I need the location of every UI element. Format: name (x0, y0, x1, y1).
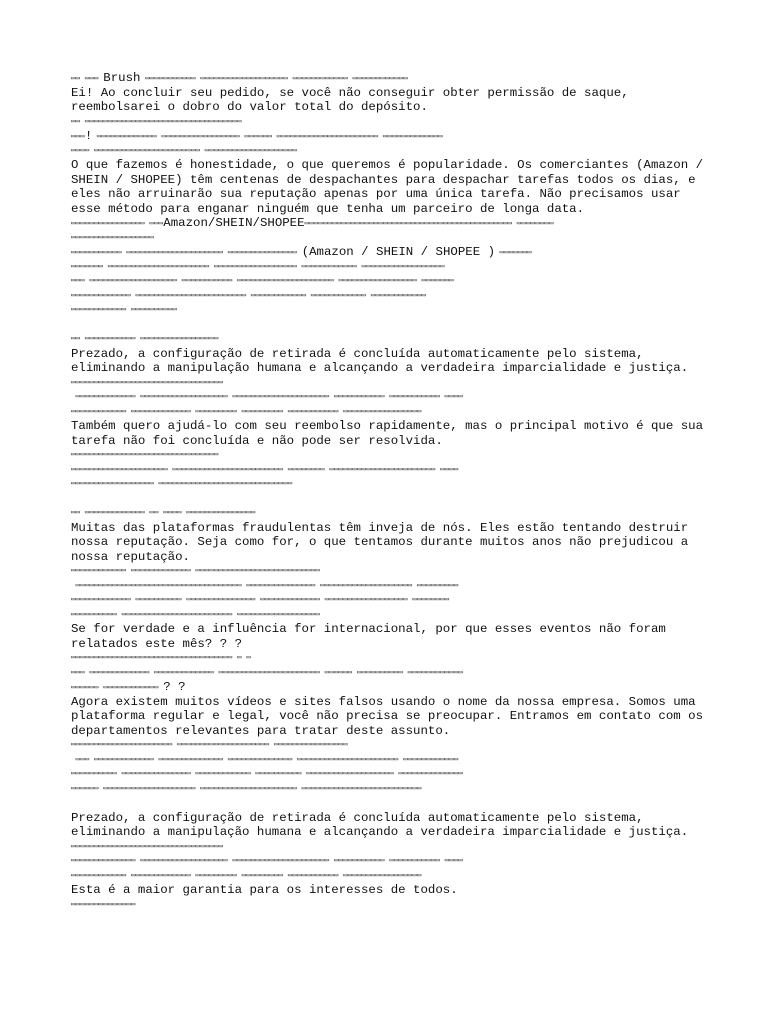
glyph-line: ▭▭▭▭▭▭▭▭▭▭▭▭ ▭▭▭▭▭▭▭▭▭▭▭▭▭ ▭▭▭▭▭▭▭▭▭ ▭▭▭▭▭▭▭▭▭ ▭▭▭▭▭▭▭▭▭▭▭ ▭▭▭▭▭▭▭▭▭▭▭▭▭▭▭▭▭ (71, 871, 422, 880)
section3b-text: Se for verdade e a influência for internacional, por que esses eventos não foram relatados este mês? ? ? (71, 622, 674, 651)
brands-paren: (Amazon / SHEIN / SHOPEE ) (301, 245, 496, 259)
glyph-line: ▭▭▭▭ ▭▭▭▭▭▭▭▭▭▭▭▭▭▭▭▭▭▭▭▭▭▭▭ ▭▭▭▭▭▭▭▭▭▭▭▭▭▭▭▭▭▭▭▭ (71, 146, 298, 155)
glyph-line: ▭▭▭▭▭▭▭▭▭▭▭▭▭▭▭▭▭▭ (71, 233, 155, 242)
glyph-line: ▭▭▭▭▭▭▭▭▭▭▭▭▭▭▭▭▭▭ ▭▭▭▭▭▭▭▭▭▭▭▭▭▭▭▭▭▭▭▭▭▭▭▭▭▭▭▭▭ (71, 480, 293, 488)
glyph-line: ▭▭▭▭▭▭▭ ▭▭▭▭▭▭▭▭▭▭▭▭▭▭▭▭▭▭▭▭▭▭ ▭▭▭▭▭▭▭▭▭▭▭▭▭▭▭▭▭▭ ▭▭▭▭▭▭▭▭▭▭▭▭ ▭▭▭▭▭▭▭▭▭▭▭▭▭▭▭▭▭▭ (71, 262, 445, 271)
spacer (71, 492, 711, 507)
glyph-line: ▭▭▭▭▭▭▭▭▭▭▭▭▭ ▭▭▭▭▭▭▭▭▭▭▭▭▭▭▭▭▭▭▭ ▭▭▭▭▭▭▭▭▭▭▭▭▭▭▭▭▭▭▭▭▭ ▭▭▭▭▭▭▭▭▭▭▭ ▭▭▭▭▭▭▭▭▭▭▭ ▭▭▭▭ (71, 393, 464, 401)
spacer (71, 796, 711, 811)
glyph-line: ▭▭▭▭▭▭▭▭▭▭▭▭▭▭▭▭▭▭▭▭▭▭▭▭▭▭▭▭▭▭▭▭▭ (71, 842, 224, 851)
question-marks: ? ? (163, 680, 186, 694)
intro-text: Ei! Ao concluir seu pedido, se você não conseguir obter permissão de saque, reembolsarei o dobro do valor total do depósito. (71, 85, 637, 114)
glyph-line: ▭▭▭▭▭▭▭▭▭▭▭▭ ▭▭▭▭▭▭▭▭▭▭ (71, 306, 178, 314)
glyph-line: ▭▭▭▭▭▭▭▭▭▭▭▭▭▭▭▭ ▭▭▭Amazon/SHEIN/SHOPEE▭▭▭▭▭▭▭▭▭▭▭▭▭▭▭▭▭▭▭▭▭▭▭▭▭▭▭▭▭▭▭▭▭▭▭▭▭▭▭▭▭▭▭▭▭ ▭▭▭▭▭▭▭▭ (71, 216, 554, 230)
glyph-line: ▭▭▭▭▭▭▭▭▭▭ ▭▭▭▭▭▭▭▭▭▭▭▭▭▭▭▭▭▭▭▭▭▭▭▭ ▭▭▭▭▭▭▭▭▭▭▭▭▭▭▭▭▭▭ (71, 610, 321, 619)
glyph-line: ▭▭▭▭▭▭▭▭▭▭▭▭▭▭▭▭▭▭▭▭▭▭ ▭▭▭▭▭▭▭▭▭▭▭▭▭▭▭▭▭▭▭▭ ▭▭▭▭▭▭▭▭▭▭▭▭▭▭▭▭ (71, 741, 348, 749)
glyph-line: ▭▭▭ ▭▭▭▭▭▭▭▭▭▭▭▭▭ ▭▭▭▭▭▭▭▭▭▭▭▭▭ ▭▭▭▭▭▭▭▭▭▭▭▭▭▭▭▭▭▭▭▭▭▭ ▭▭▭▭▭▭ ▭▭▭▭▭▭▭▭▭▭ ▭▭▭▭▭▭▭▭▭▭▭▭ (71, 668, 464, 677)
section2-text: Prezado, a configuração de retirada é concluída automaticamente pelo sistema, eliminando a manipulação humana e alcançando a verdadeira imparcialidade e justiça. (71, 346, 689, 375)
glyph-line: ▭▭▭▭▭▭▭▭▭▭▭ ▭▭▭▭▭▭▭▭▭▭▭▭▭▭▭▭▭▭▭▭▭ ▭▭▭▭▭▭▭▭▭▭▭▭▭▭▭ (Amazon / SHEIN / SHOPEE ) ▭▭▭▭▭▭▭ (71, 245, 532, 259)
glyph-line: ▭▭▭▭▭▭▭▭▭▭▭▭▭▭▭▭▭▭▭▭▭▭▭▭▭▭▭▭▭▭▭▭▭ (71, 378, 224, 387)
glyph-line: ▭▭ ▭▭▭▭▭▭▭▭▭▭▭ ▭▭▭▭▭▭▭▭▭▭▭▭▭▭▭▭▭ (71, 335, 219, 343)
glyph-line: ▭▭▭ ▭▭▭▭▭▭▭▭▭▭▭▭▭ ▭▭▭▭▭▭▭▭▭▭▭▭▭▭ ▭▭▭▭▭▭▭▭▭▭▭▭▭▭ ▭▭▭▭▭▭▭▭▭▭▭▭▭▭▭▭▭▭▭▭▭▭ ▭▭▭▭▭▭▭▭▭▭▭▭ (71, 755, 459, 764)
glyph-line: ▭▭▭▭▭▭▭▭▭▭▭▭ ▭▭▭▭▭▭▭▭▭▭▭▭▭ ▭▭▭▭▭▭▭▭▭ ▭▭▭▭▭▭▭▭▭ ▭▭▭▭▭▭▭▭▭▭▭ ▭▭▭▭▭▭▭▭▭▭▭▭▭▭▭▭▭ (71, 407, 422, 416)
glyph-line: ▭▭▭▭▭▭▭▭▭▭▭▭▭▭▭▭▭▭▭▭▭ ▭▭▭▭▭▭▭▭▭▭▭▭▭▭▭▭▭▭▭▭▭▭▭▭ ▭▭▭▭▭▭▭▭ ▭▭▭▭▭▭▭▭▭▭▭▭▭▭▭▭▭▭▭▭▭▭▭ ▭▭▭▭ (71, 465, 459, 474)
section2b-text: Também quero ajudá-lo com seu reembolso rapidamente, mas o principal motivo é que sua tarefa não foi concluída e não pode ser resolvida. (71, 419, 711, 448)
glyph-line: ▭▭▭ ▭▭▭▭▭▭▭▭▭▭▭▭▭▭▭▭▭▭▭ ▭▭▭▭▭▭▭▭▭▭▭ ▭▭▭▭▭▭▭▭▭▭▭▭▭▭▭▭▭▭▭▭▭ ▭▭▭▭▭▭▭▭▭▭▭▭▭▭▭▭▭ ▭▭▭▭▭▭▭ (71, 277, 454, 285)
section4-text: Prezado, a configuração de retirada é concluída automaticamente pelo sistema, eliminando a manipulação humana e alcançando a verdadeira imparcialidade e justiça. (71, 810, 689, 839)
section3c-text: Agora existem muitos vídeos e sites falsos usando o nome da nossa empresa. Somos uma plataforma regular e legal, você não precisa se preocupar. Entramos em contato com os departamentos relevantes para tratar deste assunto. (71, 694, 711, 738)
glyph-line: ▭▭▭▭▭▭▭▭▭▭▭▭▭▭▭▭▭▭▭▭▭▭▭▭▭▭▭▭▭▭▭▭▭▭▭ ▭ ▭ (71, 654, 251, 662)
glyph-line: ▭▭▭▭▭▭▭▭▭▭▭▭▭ ▭▭▭▭▭▭▭▭▭▭ ▭▭▭▭▭▭▭▭▭▭▭▭▭▭▭ ▭▭▭▭▭▭▭▭▭▭▭▭▭ ▭▭▭▭▭▭▭▭▭▭▭▭▭▭▭▭▭▭ ▭▭▭▭▭▭▭▭ (71, 596, 450, 604)
glyph-line: ▭▭▭▭▭▭▭▭▭▭▭▭▭▭ (71, 900, 136, 909)
glyph-line: ▭▭▭▭▭▭▭▭▭▭ ▭▭▭▭▭▭▭▭▭▭▭▭▭▭▭ ▭▭▭▭▭▭▭▭▭▭▭▭ ▭▭▭▭▭▭▭▭▭▭ ▭▭▭▭▭▭▭▭▭▭▭▭▭▭▭▭▭▭▭ ▭▭▭▭▭▭▭▭▭▭▭▭▭▭ (71, 770, 464, 778)
header-line: ▭▭ ▭▭▭ Brush ▭▭▭▭▭▭▭▭▭▭▭ ▭▭▭▭▭▭▭▭▭▭▭▭▭▭▭▭▭▭▭ ▭▭▭▭▭▭▭▭▭▭▭▭ ▭▭▭▭▭▭▭▭▭▭▭▭ (71, 71, 409, 85)
glyph-line: ▭▭ ▭▭▭▭▭▭▭▭▭▭▭▭▭ ▭▭ ▭▭▭▭ ▭▭▭▭▭▭▭▭▭▭▭▭▭▭▭ (71, 509, 256, 517)
header-word: Brush (103, 71, 141, 85)
spacer (71, 318, 711, 333)
glyph-line: ▭▭ ▭▭▭▭▭▭▭▭▭▭▭▭▭▭▭▭▭▭▭▭▭▭▭▭▭▭▭▭▭▭▭▭▭▭ (71, 117, 242, 126)
document-page (71, 71, 711, 912)
glyph-line: ▭▭▭▭▭▭▭▭▭▭▭▭▭▭ ▭▭▭▭▭▭▭▭▭▭▭▭▭▭▭▭▭▭▭ ▭▭▭▭▭▭▭▭▭▭▭▭▭▭▭▭▭▭▭▭▭ ▭▭▭▭▭▭▭▭▭▭▭ ▭▭▭▭▭▭▭▭▭▭▭ ▭▭▭▭ (71, 857, 464, 865)
glyph-line: ▭▭▭▭▭▭ ▭▭▭▭▭▭▭▭▭▭▭▭ ? ? (71, 680, 186, 694)
section1-text: O que fazemos é honestidade, o que queremos é popularidade. Os comerciantes (Amazon / SHEIN / SHOPEE) têm centenas de despachantes para despachar tarefas todos os dias, e eles não arruinarão sua reputação apenas por uma única tarefa. Não precisamos usar esse método para enganar ninguém que tenha um parceiro de longa data. (71, 158, 711, 216)
glyph-line: ▭▭▭▭▭▭▭▭▭▭▭▭▭▭▭▭▭▭▭▭▭▭▭▭▭▭▭▭▭▭▭▭▭▭▭▭ ▭▭▭▭▭▭▭▭▭▭▭▭▭▭▭ ▭▭▭▭▭▭▭▭▭▭▭▭▭▭▭▭▭▭▭▭ ▭▭▭▭▭▭▭▭▭ (71, 581, 459, 590)
brands-inline: Amazon/SHEIN/SHOPEE (163, 216, 305, 230)
glyph-line: ▭▭▭▭▭▭ ▭▭▭▭▭▭▭▭▭▭▭▭▭▭▭▭▭▭▭▭ ▭▭▭▭▭▭▭▭▭▭▭▭▭▭▭▭▭▭▭▭▭ ▭▭▭▭▭▭▭▭▭▭▭▭▭▭▭▭▭▭▭▭▭▭▭▭▭▭ (71, 784, 422, 793)
section3-text: Muitas das plataformas fraudulentas têm inveja de nós. Eles estão tentando destruir nossa reputação. Seja como for, o que tentamos durante muitos anos não prejudicou a nossa reputação. (71, 520, 696, 564)
glyph-line: ▭▭▭! ▭▭▭▭▭▭▭▭▭▭▭▭▭ ▭▭▭▭▭▭▭▭▭▭▭▭▭▭▭▭▭ ▭▭▭▭▭▭ ▭▭▭▭▭▭▭▭▭▭▭▭▭▭▭▭▭▭▭▭▭▭ ▭▭▭▭▭▭▭▭▭▭▭▭▭ (71, 129, 443, 143)
glyph-line: ▭▭▭▭▭▭▭▭▭▭▭▭▭ ▭▭▭▭▭▭▭▭▭▭▭▭▭▭▭▭▭▭▭▭▭▭▭▭ ▭▭▭▭▭▭▭▭▭▭▭▭ ▭▭▭▭▭▭▭▭▭▭▭▭ ▭▭▭▭▭▭▭▭▭▭▭▭ (71, 291, 427, 300)
glyph-line: ▭▭▭▭▭▭▭▭▭▭▭▭ ▭▭▭▭▭▭▭▭▭▭▭▭▭ ▭▭▭▭▭▭▭▭▭▭▭▭▭▭▭▭▭▭▭▭▭▭▭▭▭▭▭ (71, 567, 321, 575)
closing-text: Esta é a maior garantia para os interesses de todos. (71, 883, 458, 897)
exclamation: ! (84, 129, 93, 143)
glyph-line: ▭▭▭▭▭▭▭▭▭▭▭▭▭▭▭▭▭▭▭▭▭▭▭▭▭▭▭▭▭▭▭▭ (71, 451, 219, 459)
